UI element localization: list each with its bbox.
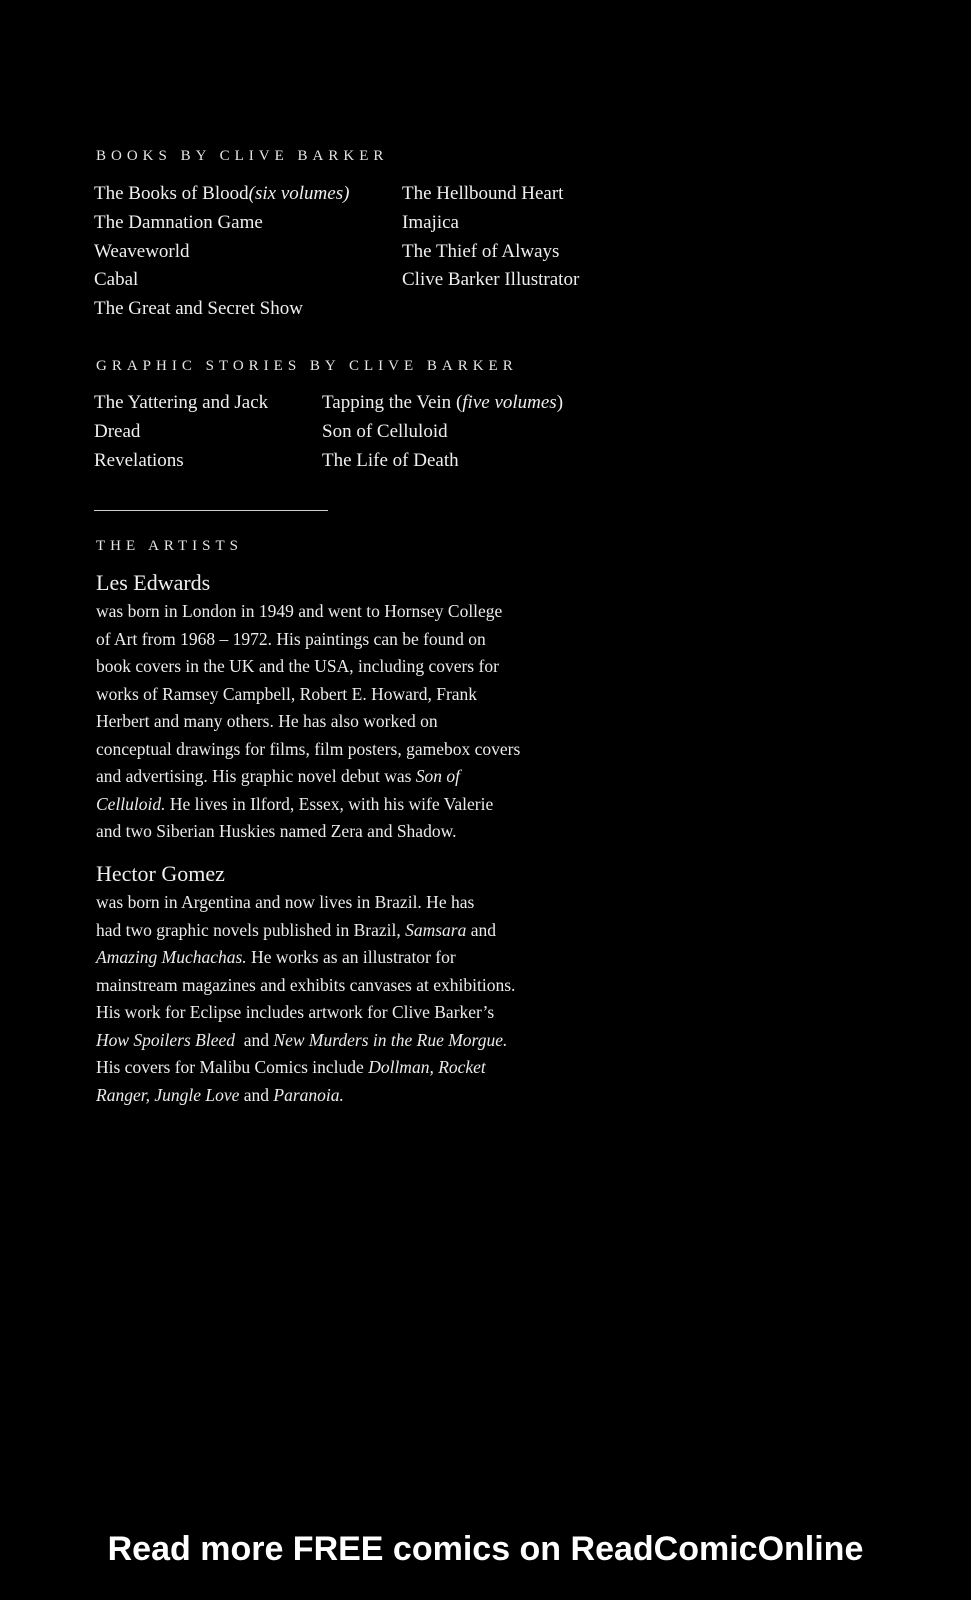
bio-les-edwards	[96, 598, 520, 846]
section-divider	[94, 510, 328, 511]
graphic-item: Son of Celluloid	[322, 420, 448, 442]
books-list-left	[94, 180, 349, 324]
graphic-item: The Life of Death	[322, 449, 459, 471]
bio-line: and advertising. His graphic novel debut was Son of	[96, 766, 461, 786]
bio-line: was born in London in 1949 and went to Hornsey College	[96, 601, 503, 621]
bio-line: conceptual drawings for films, film posters, gamebox covers	[96, 738, 521, 759]
bio-line: mainstream magazines and exhibits canvases at exhibitions.	[96, 974, 516, 995]
graphic-item: Tapping the Vein (five volumes)	[322, 392, 564, 413]
book-note: (six volumes)	[248, 183, 350, 204]
bio-line: Herbert and many others. He has also worked on	[96, 711, 438, 731]
bio-line: His covers for Malibu Comics include Dollman, Rocket	[96, 1057, 486, 1077]
graphic-item: Dread	[94, 420, 141, 442]
books-heading: BOOKS BY CLIVE BARKER	[96, 148, 389, 164]
book-item: The Hellbound Heart	[402, 183, 564, 204]
graphic-note: five volumes	[462, 392, 557, 413]
bio-line: Amazing Muchachas. He works as an illustrator for	[96, 947, 456, 967]
books-list-right	[402, 180, 579, 295]
book-item: Weaveworld	[94, 240, 190, 262]
bio-line: had two graphic novels published in Brazil, Samsara and	[96, 919, 497, 940]
graphic-stories-heading: GRAPHIC STORIES BY CLIVE BARKER	[96, 358, 518, 374]
book-item: The Thief of Always	[402, 240, 560, 262]
bio-line: of Art from 1968 – 1972. His paintings can be found on	[96, 628, 486, 649]
bio-line: book covers in the UK and the USA, including covers for	[96, 656, 499, 676]
bio-line: and two Siberian Huskies named Zera and Shadow.	[96, 821, 457, 841]
book-item: Cabal	[94, 269, 139, 291]
bio-line: His work for Eclipse includes artwork for Clive Barker’s	[96, 1002, 495, 1022]
bio-line: Celluloid. He lives in Ilford, Essex, with his wife Valerie	[96, 793, 494, 814]
read-more-banner[interactable]: Read more FREE comics on ReadComicOnline	[107, 1530, 864, 1568]
artists-heading: THE ARTISTS	[96, 538, 244, 554]
book-item: The Great and Secret Show	[94, 298, 303, 319]
bio-line: works of Ramsey Campbell, Robert E. Howard, Frank	[96, 683, 478, 704]
bio-line: Ranger, Jungle Love and Paranoia.	[96, 1084, 344, 1105]
graphic-item: Revelations	[94, 449, 184, 471]
bio-hector-gomez	[96, 889, 515, 1109]
artist-name-les-edwards: Les Edwards	[96, 570, 211, 595]
bio-line: How Spoilers Bleed and New Murders in the Rue Morgue.	[96, 1029, 508, 1050]
bio-line: was born in Argentina and now lives in Brazil. He has	[96, 892, 475, 912]
book-item: The Damnation Game	[94, 211, 263, 233]
artist-name-hector-gomez: Hector Gomez	[96, 861, 225, 886]
graphic-item: The Yattering and Jack	[94, 392, 269, 413]
graphic-list-right	[322, 389, 563, 475]
graphic-list-left	[94, 389, 268, 475]
book-item: Imajica	[402, 211, 459, 233]
book-item: The Books of Blood(six volumes)	[94, 183, 350, 204]
book-item: Clive Barker Illustrator	[402, 269, 580, 291]
